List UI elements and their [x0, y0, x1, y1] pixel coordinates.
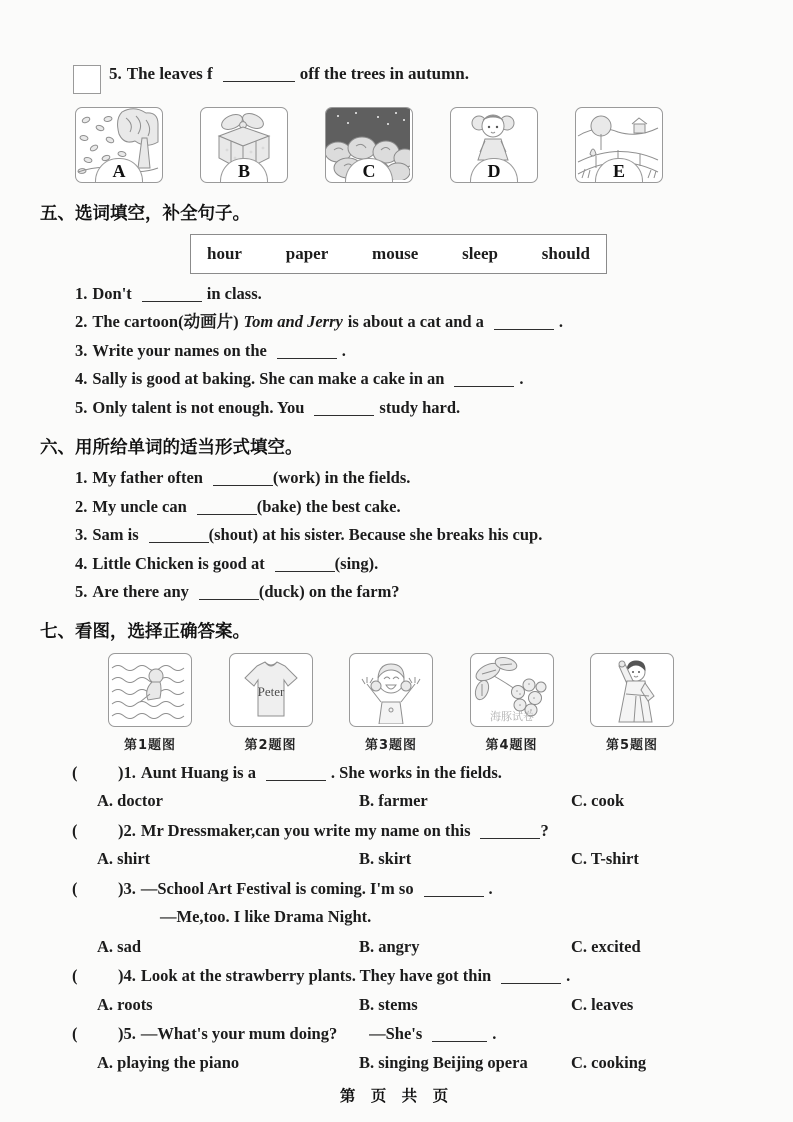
choice-image-gift-box — [200, 107, 288, 183]
picture-2 — [229, 653, 313, 753]
option-c: C. leaves — [571, 994, 634, 1014]
mc-options-5 — [97, 1053, 748, 1073]
fill-item: 3. Write your names on the . — [75, 340, 346, 360]
picture-3 — [349, 653, 433, 753]
field-worker-icon — [110, 654, 190, 724]
fill-blank — [199, 584, 259, 600]
fill-item: 4. Little Chicken is good at (sing). — [75, 553, 379, 573]
word-bank-word: should — [541, 244, 590, 263]
answer-paren-close: ) — [118, 762, 124, 782]
mc-options-3 — [97, 937, 748, 957]
mc-options-1 — [97, 791, 748, 811]
section-five-title: 五、选词填空，补全句子。 — [40, 204, 250, 224]
section-five-items — [75, 284, 748, 417]
fill-blank — [494, 314, 554, 330]
choice-letter-d: D — [470, 158, 518, 182]
picture-4-caption: 第4题图 — [485, 738, 538, 753]
option-a: A. roots — [97, 994, 153, 1014]
fill-blank — [501, 968, 561, 984]
answer-paren-open: ( — [72, 762, 78, 782]
fill-blank — [149, 527, 209, 543]
mc-question-5: ( ) 5. —What's your mum doing? —She's . — [72, 1024, 497, 1043]
fill-blank — [223, 66, 295, 82]
picture-5 — [590, 653, 674, 753]
answer-paren-open: ( — [72, 966, 78, 985]
fill-blank — [197, 499, 257, 515]
fill-item: 2. My uncle can (bake) the best cake. — [75, 496, 401, 516]
fill-blank — [424, 881, 484, 897]
option-a: A. doctor — [97, 791, 163, 810]
question-5-row — [73, 64, 748, 94]
t-shirt-icon — [231, 654, 311, 724]
section-six-title: 六、用所给单词的适当形式填空。 — [40, 437, 303, 458]
word-bank-word: hour — [207, 244, 242, 263]
picture-choices — [75, 107, 663, 183]
option-c: C. cook — [571, 791, 625, 810]
fill-blank — [213, 470, 273, 486]
question-5-text: 5. The leaves f off the trees in autumn. — [109, 64, 469, 83]
fill-item: 1. Don't in class. — [75, 283, 262, 303]
option-c: C. cooking — [571, 1052, 647, 1072]
picture-1 — [108, 653, 192, 753]
section-seven-questions — [40, 763, 748, 1073]
watermark-text: 海豚试卷 — [489, 710, 534, 723]
strawberry-plant-icon — [472, 654, 552, 724]
fill-item: 5. Only talent is not enough. You study hard. — [75, 397, 461, 417]
answer-paren-close: ) — [118, 820, 124, 840]
mc-options-2 — [97, 849, 748, 869]
fill-item: 2. The cartoon(动画片) Tom and Jerry is about a cat and a . — [75, 312, 563, 331]
section-six-items — [75, 468, 748, 601]
option-a: A. sad — [97, 936, 142, 956]
answer-paren-open: ( — [72, 820, 78, 840]
mc-question-4: ( ) 4. Look at the strawberry plants. They have got thin . — [72, 966, 571, 985]
word-bank-word: paper — [285, 244, 329, 263]
option-b: B. singing Beijing opera — [359, 1052, 528, 1072]
mc-options-4 — [97, 995, 748, 1015]
shirt-name-text: Peter — [257, 684, 284, 699]
fill-blank — [275, 556, 335, 572]
option-c: C. excited — [571, 936, 641, 956]
picture-3-caption: 第3题图 — [364, 738, 418, 753]
opera-singer-icon — [592, 654, 672, 724]
word-bank — [190, 234, 607, 274]
option-c: C. T-shirt — [571, 849, 639, 868]
fill-blank — [314, 400, 374, 416]
choice-image-girl — [450, 107, 538, 183]
mc-question-3-line2: —Me,too. I like Drama Night. — [160, 907, 372, 926]
picture-1-caption: 第1题图 — [123, 738, 177, 753]
mc-question-1: ( ) 1. Aunt Huang is a . She works in the fields. — [72, 762, 502, 782]
answer-paren-close: ) — [118, 878, 124, 898]
choice-letter-c: C — [345, 158, 393, 182]
answer-box — [73, 65, 101, 94]
choice-letter-e: E — [595, 158, 643, 182]
word-bank-word: sleep — [462, 244, 498, 263]
page-footer: 第 页 共 页 — [339, 1087, 454, 1105]
option-a: A. playing the piano — [97, 1052, 240, 1072]
mc-question-2: ( ) 2. Mr Dressmaker,can you write my name on this ? — [72, 820, 549, 840]
fill-blank — [432, 1026, 487, 1042]
option-b: B. farmer — [359, 791, 428, 810]
option-b: B. angry — [359, 936, 420, 956]
section-seven-title: 七、看图，选择正确答案。 — [40, 622, 250, 642]
choice-letter-b: B — [220, 158, 268, 182]
mc-question-3: ( ) 3. —School Art Festival is coming. I'm so . — [72, 878, 493, 898]
fill-blank — [454, 371, 514, 387]
fill-blank — [266, 765, 326, 781]
picture-2-caption: 第2题图 — [244, 738, 297, 753]
choice-image-falling-leaves — [75, 107, 163, 183]
fill-blank — [480, 823, 540, 839]
section-seven-pictures — [108, 653, 674, 753]
word-bank-word: mouse — [372, 244, 419, 263]
cartoon-title: Tom and Jerry — [243, 312, 343, 331]
answer-paren-close: ) — [118, 966, 124, 985]
fill-item: 3. Sam is (shout) at his sister. Because she breaks his cup. — [75, 525, 543, 544]
picture-5-caption: 第5题图 — [605, 738, 659, 753]
answer-paren-open: ( — [72, 878, 78, 898]
answer-paren-open: ( — [72, 1024, 78, 1043]
fill-blank — [142, 286, 202, 302]
picture-4 — [470, 653, 554, 753]
choice-letter-a: A — [95, 158, 143, 182]
cheering-girl-icon — [351, 654, 431, 724]
option-b: B. skirt — [359, 849, 412, 868]
fill-item: 5. Are there any (duck) on the farm? — [75, 582, 400, 601]
question-number: 5. — [109, 64, 122, 83]
fill-item: 4. Sally is good at baking. She can make a cake in an . — [75, 369, 524, 388]
choice-image-night-garden — [325, 107, 413, 183]
fill-blank — [277, 343, 337, 359]
option-b: B. stems — [359, 994, 418, 1014]
choice-image-countryside — [575, 107, 663, 183]
option-a: A. shirt — [97, 849, 151, 868]
answer-paren-close: ) — [118, 1024, 124, 1043]
fill-item: 1. My father often (work) in the fields. — [75, 468, 411, 487]
